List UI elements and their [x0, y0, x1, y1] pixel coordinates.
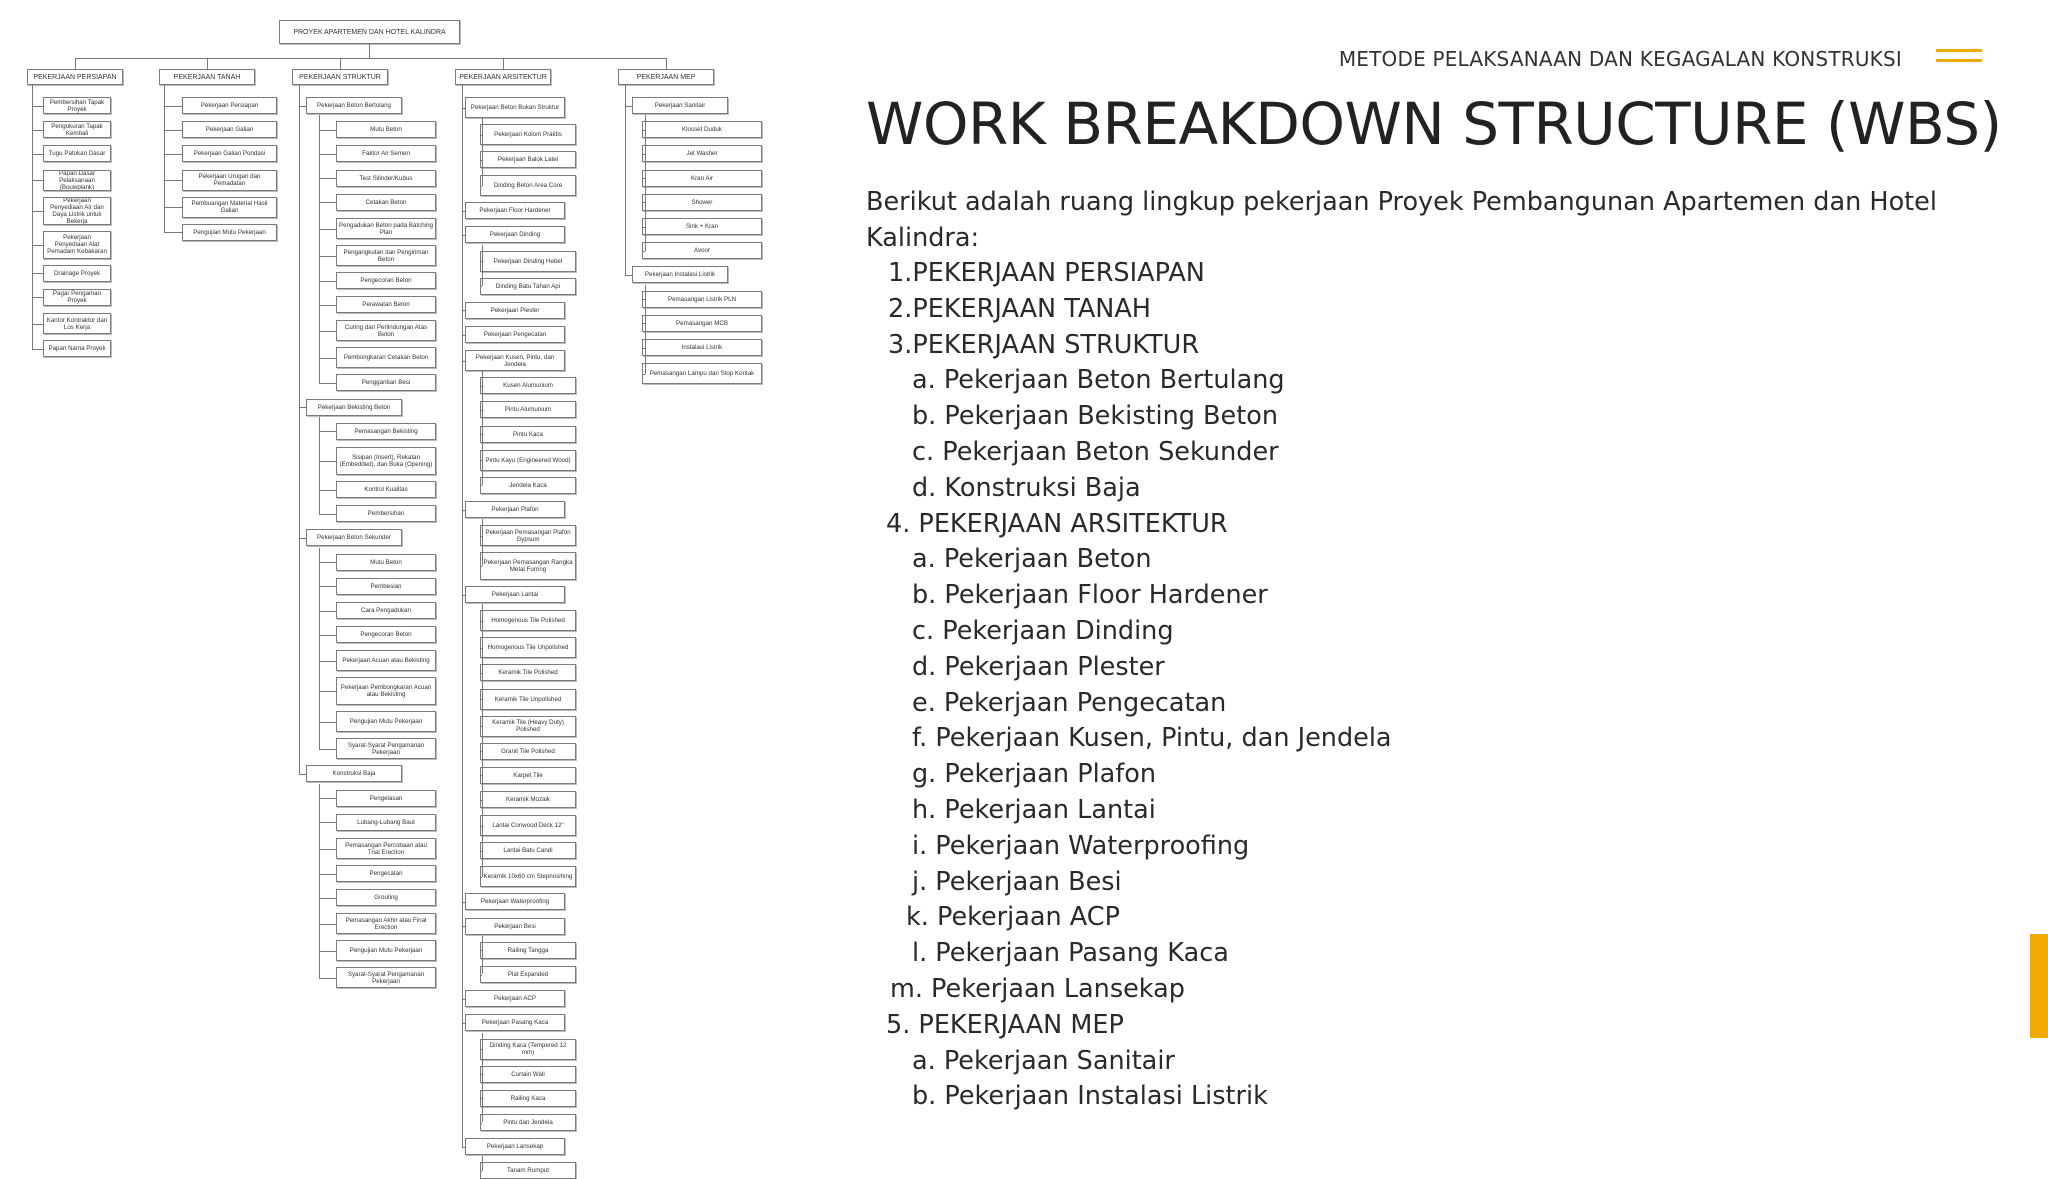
connector-line	[319, 202, 336, 203]
wbs-item-box: Pemasangan Lampu dan Stop Kontak	[642, 363, 762, 384]
connector-line	[625, 275, 632, 276]
connector-line	[482, 1033, 483, 1123]
wbs-item-box: Lantai Conwood Deck 12"	[480, 815, 576, 836]
connector-line	[480, 1123, 482, 1124]
scope-item: 2.PEKERJAAN TANAH	[888, 293, 1151, 324]
connector-line	[164, 106, 182, 107]
wbs-item-box: Syarat-Syarat Pengamanan Pekerjaan	[336, 967, 436, 988]
connector-line	[299, 106, 306, 107]
connector-line	[482, 519, 483, 566]
connector-line	[319, 115, 320, 383]
wbs-item-box: Grouting	[336, 889, 436, 906]
connector-line	[164, 180, 182, 181]
connector-line	[319, 431, 336, 432]
scope-subitem: a. Pekerjaan Sanitair	[912, 1045, 1175, 1076]
wbs-item-box: Cara Pengadukan	[336, 602, 436, 619]
connector-line	[319, 798, 336, 799]
connector-line	[319, 562, 336, 563]
connector-line	[625, 85, 626, 275]
wbs-item-box: Keramik 10x60 cm Stepnosihing	[480, 866, 576, 887]
wbs-item-box: Homogenous Tile Unpolished	[480, 637, 576, 658]
scope-item: 4. PEKERJAAN ARSITEKTUR	[886, 508, 1228, 539]
connector-line	[482, 371, 483, 485]
connector-line	[319, 461, 336, 462]
wbs-group-box: Pekerjaan ACP	[465, 990, 565, 1007]
wbs-item-box: Dinding Beton Area Core	[480, 175, 576, 196]
scope-subitem: c. Pekerjaan Dinding	[912, 615, 1174, 646]
connector-line	[32, 297, 43, 298]
scope-item: 3.PEKERJAAN STRUKTUR	[888, 329, 1200, 360]
connector-line	[482, 604, 483, 877]
wbs-item-box: Tugu Patokan Dasar	[43, 145, 111, 162]
wbs-item-box: Sink + Kran	[642, 218, 762, 235]
connector-line	[480, 286, 482, 287]
connector-line	[319, 256, 336, 257]
wbs-item-box: Pemasangan Percobaan atau Trial Erection	[336, 838, 436, 859]
connector-line	[32, 324, 43, 325]
connector-line	[32, 130, 43, 131]
scope-subitem: m. Pekerjaan Lansekap	[890, 973, 1185, 1004]
connector-line	[319, 749, 336, 750]
scope-subitem: b. Pekerjaan Bekisting Beton	[912, 401, 1278, 432]
wbs-item-box: Avoor	[642, 242, 762, 259]
connector-line	[319, 784, 320, 978]
connector-line	[164, 207, 182, 208]
wbs-item-box: Pagar Pengaman Proyek	[43, 289, 111, 306]
connector-line	[319, 951, 336, 952]
connector-line	[164, 232, 182, 233]
connector-line	[32, 106, 43, 107]
wbs-group-box: Pekerjaan Besi	[465, 918, 565, 935]
connector-line	[482, 936, 483, 975]
connector-line	[480, 186, 482, 187]
wbs-item-box: Penggantian Besi	[336, 374, 436, 391]
connector-line	[164, 85, 165, 232]
wbs-item-box: Papan Nama Proyek	[43, 340, 111, 357]
wbs-item-box: Jet Washer	[642, 145, 762, 162]
wbs-item-box: Kantor Kontraktor dan Los Kerja	[43, 313, 111, 334]
wbs-item-box: Pemasangan Bekisting	[336, 423, 436, 440]
connector-line	[340, 58, 341, 69]
scope-subitem: l. Pekerjaan Pasang Kaca	[912, 938, 1229, 969]
wbs-item-box: Pekerjaan Pembongkaran Acuan atau Bekisting	[336, 677, 436, 705]
connector-line	[164, 130, 182, 131]
connector-line	[319, 514, 336, 515]
wbs-item-box: Tanam Rumput	[480, 1162, 576, 1179]
connector-line	[299, 774, 306, 775]
connector-line	[319, 722, 336, 723]
connector-line	[480, 877, 482, 878]
connector-line	[482, 118, 483, 186]
connector-line	[369, 44, 370, 58]
connector-line	[625, 106, 632, 107]
connector-line	[32, 245, 43, 246]
wbs-item-box: Pengangkutan dan Pengiriman Beton	[336, 245, 436, 266]
wbs-item-box: Curing dan Perlindungan Atas Beton	[336, 320, 436, 341]
wbs-item-box: Keramik Tile Unpolished	[480, 689, 576, 710]
intro-text: Berikut adalah ruang lingkup pekerjaan Proyek Pembangunan Apartemen dan Hotel Kalindra:	[866, 187, 1937, 253]
connector-line	[299, 85, 300, 774]
scope-subitem: b. Pekerjaan Instalasi Listrik	[912, 1081, 1268, 1112]
wbs-item-box: Pembersihan	[336, 505, 436, 522]
wbs-item-box: Kran Air	[642, 170, 762, 187]
connector-line	[32, 85, 33, 349]
wbs-group-box: Pekerjaan Dinding	[465, 226, 565, 243]
wbs-item-box: Plat Expanded	[480, 966, 576, 983]
wbs-column-header: PEKERJAAN TANAH	[159, 69, 255, 85]
scope-subitem: d. Pekerjaan Plester	[912, 651, 1165, 682]
scope-subitem: h. Pekerjaan Lantai	[912, 794, 1156, 825]
connector-line	[75, 58, 76, 69]
connector-line	[299, 407, 306, 408]
wbs-item-box: Pintu Kayu (Engineered Wood)	[480, 450, 576, 471]
wbs-root-box: PROYEK APARTEMEN DAN HOTEL KALINDRA	[279, 20, 460, 44]
connector-line	[319, 281, 336, 282]
scope-subitem: b. Pekerjaan Floor Hardener	[912, 580, 1268, 611]
wbs-item-box: Keramik Tile Polished	[480, 664, 576, 681]
wbs-column-header: PEKERJAAN STRUKTUR	[292, 69, 388, 85]
wbs-item-box: Pembesian	[336, 578, 436, 595]
wbs-item-box: Granit Tile Polished	[480, 743, 576, 760]
wbs-item-box: Pengadukan Beton pada Batching Plan	[336, 218, 436, 239]
wbs-group-box: Pekerjaan Plester	[465, 302, 565, 319]
connector-line	[319, 924, 336, 925]
wbs-group-box: Pekerjaan Bekisting Beton	[306, 399, 402, 416]
connector-line	[482, 245, 483, 287]
scope-subitem: k. Pekerjaan ACP	[906, 902, 1120, 933]
connector-line	[666, 58, 667, 69]
connector-line	[319, 383, 336, 384]
wbs-item-box: Pekerjaan Kolom Praktis	[480, 124, 576, 145]
wbs-item-box: Dinding Batu Tahan Api	[480, 278, 576, 295]
wbs-group-box: Pekerjaan Beton Bukan Struktur	[465, 97, 565, 118]
connector-line	[319, 822, 336, 823]
wbs-diagram	[0, 0, 800, 1175]
wbs-item-box: Pekerjaan Urugan dan Pemadatan	[182, 170, 277, 191]
connector-line	[319, 611, 336, 612]
wbs-group-box: Konstruksi Baja	[306, 765, 402, 782]
connector-line	[480, 566, 482, 567]
wbs-item-box: Kusen Alumunium	[480, 377, 576, 394]
wbs-item-box: Pengecoran Beton	[336, 272, 436, 289]
wbs-group-box: Pekerjaan Instalasi Listrik	[632, 266, 728, 283]
connector-line	[164, 154, 182, 155]
connector-line	[319, 178, 336, 179]
wbs-item-box: Pekerjaan Dinding Hebel	[480, 251, 576, 272]
connector-line	[480, 975, 482, 976]
connector-line	[319, 331, 336, 332]
wbs-item-box: Mutu Beton	[336, 554, 436, 571]
connector-line	[319, 548, 320, 749]
wbs-item-box: Pengelasan	[336, 790, 436, 807]
wbs-group-box: Pekerjaan Kusen, Pintu, dan Jendela	[465, 350, 565, 371]
wbs-item-box: Pemasangan MCB	[642, 315, 762, 332]
wbs-item-box: Pembersihan Tapak Proyek	[43, 97, 111, 114]
connector-line	[462, 1147, 465, 1148]
connector-line	[319, 978, 336, 979]
wbs-column-header: PEKERJAAN MEP	[618, 69, 714, 85]
connector-line	[319, 417, 320, 514]
connector-line	[480, 1171, 482, 1172]
slide-header: METODE PELAKSANAAN DAN KEGAGALAN KONSTRUKSI	[1338, 47, 1902, 71]
connector-line	[207, 58, 208, 69]
wbs-item-box: Pekerjaan Galian	[182, 121, 277, 138]
connector-line	[462, 85, 463, 1147]
connector-line	[319, 154, 336, 155]
wbs-group-box: Pekerjaan Pengecatan	[465, 326, 565, 343]
wbs-item-box: Papan Dasar Pelaksanaan (Bouwplank)	[43, 170, 111, 191]
connector-line	[319, 874, 336, 875]
connector-line	[319, 130, 336, 131]
wbs-column-header: PEKERJAAN PERSIAPAN	[27, 69, 123, 85]
wbs-item-box: Kontrol Kualitas	[336, 481, 436, 498]
hamburger-menu-icon[interactable]	[1936, 49, 1982, 65]
wbs-item-box: Lantai Batu Candi	[480, 842, 576, 859]
wbs-item-box: Pekerjaan Penyediaan Alat Pemadam Kebakaran	[43, 231, 111, 259]
wbs-item-box: Syarat-Syarat Pengamanan Pekerjaan	[336, 738, 436, 759]
wbs-item-box: Pekerjaan Pemasangan Plafon Gypsum	[480, 525, 576, 546]
wbs-item-box: Pekerjaan Galian Pondasi	[182, 145, 277, 162]
wbs-item-box: Pengujian Mutu Pekerjaan	[182, 224, 277, 241]
wbs-item-box: Pekerjaan Persiapan	[182, 97, 277, 114]
wbs-item-box: Pemasangan Akhir atau Final Erection	[336, 913, 436, 934]
wbs-item-box: Railing Tangga	[480, 942, 576, 959]
connector-line	[299, 538, 306, 539]
connector-line	[319, 490, 336, 491]
wbs-item-box: Railing Kaca	[480, 1090, 576, 1107]
wbs-item-box: Homogenous Tile Polished	[480, 610, 576, 631]
wbs-item-box: Dinding Kaca (Tempered 12 mm)	[480, 1039, 576, 1060]
wbs-item-box: Jendela Kaca	[480, 477, 576, 494]
wbs-item-box: Pengujian Mutu Pekerjaan	[336, 940, 436, 961]
wbs-group-box: Pekerjaan Lantai	[465, 586, 565, 603]
connector-line	[319, 229, 336, 230]
wbs-item-box: Pekerjaan Penyediaan Air dan Daya Listrik untuk Bekerja	[43, 197, 111, 225]
wbs-item-box: Drainage Proyek	[43, 265, 111, 282]
wbs-item-box: Shower	[642, 194, 762, 211]
scope-list	[866, 256, 1986, 1115]
connector-line	[645, 115, 646, 251]
wbs-item-box: Pengecatan	[336, 865, 436, 882]
connector-line	[319, 691, 336, 692]
wbs-item-box: Pengecoran Beton	[336, 626, 436, 643]
wbs-group-box: Pekerjaan Beton Bertulang	[306, 97, 402, 114]
wbs-item-box: Pekerjaan Acuan atau Bekisting	[336, 650, 436, 671]
connector-line	[32, 349, 43, 350]
wbs-column-header: PEKERJAAN ARSITEKTUR	[455, 69, 551, 85]
wbs-item-box: Pengukuran Tapak Kembali	[43, 121, 111, 138]
scope-subitem: g. Pekerjaan Plafon	[912, 759, 1157, 790]
wbs-item-box: Pekerjaan Balok Latei	[480, 151, 576, 168]
slide-body	[866, 184, 1986, 1115]
wbs-item-box: Pengujian Mutu Pekerjaan	[336, 711, 436, 732]
wbs-group-box: Pekerjaan Pasang Kaca	[465, 1014, 565, 1031]
connector-line	[32, 154, 43, 155]
wbs-item-box: Pintu Alumunium	[480, 401, 576, 418]
wbs-item-box: Keramik Tile (Heavy Duty) Polished	[480, 716, 576, 737]
wbs-item-box: Keramik Mozaik	[480, 791, 576, 808]
wbs-item-box: Pekerjaan Pemasangan Rangka Metal Furring	[480, 552, 576, 580]
connector-line	[645, 285, 646, 374]
wbs-item-box: Test Silinder/Kubus	[336, 170, 436, 187]
wbs-item-box: Instalasi Listrik	[642, 339, 762, 356]
wbs-group-box: Pekerjaan Lansekap	[465, 1138, 565, 1155]
connector-line	[319, 849, 336, 850]
connector-line	[75, 58, 666, 59]
wbs-item-box: Curtain Wall	[480, 1066, 576, 1083]
scope-subitem: i. Pekerjaan Waterproofing	[912, 830, 1250, 861]
wbs-item-box: Perawatan Beton	[336, 296, 436, 313]
connector-line	[642, 251, 645, 252]
connector-line	[32, 211, 43, 212]
wbs-item-box: Pintu dan Jendela	[480, 1114, 576, 1131]
connector-line	[319, 661, 336, 662]
wbs-group-box: Pekerjaan Waterproofing	[465, 893, 565, 910]
scope-subitem: d. Konstruksi Baja	[912, 472, 1141, 503]
accent-bar	[2030, 934, 2048, 1038]
wbs-item-box: Lubang-Lubang Baut	[336, 814, 436, 831]
connector-line	[319, 358, 336, 359]
wbs-group-box: Pekerjaan Floor Hardener	[465, 202, 565, 219]
wbs-group-box: Pekerjaan Beton Sekunder	[306, 529, 402, 546]
wbs-item-box: Pembongkaran Cetakan Beton	[336, 347, 436, 368]
wbs-item-box: Sisipan (Insert), Rekatan (Embedded), dan Buka (Opening)	[336, 447, 436, 475]
wbs-item-box: Cetakan Beton	[336, 194, 436, 211]
wbs-item-box: Faktor Air Semen	[336, 145, 436, 162]
wbs-item-box: Pemasangan Listrik PLN	[642, 291, 762, 308]
connector-line	[480, 485, 482, 486]
scope-subitem: a. Pekerjaan Beton	[912, 544, 1152, 575]
wbs-group-box: Pekerjaan Sanitair	[632, 97, 728, 114]
wbs-item-box: Karpet Tile	[480, 767, 576, 784]
scope-item: 1.PEKERJAAN PERSIAPAN	[888, 258, 1205, 288]
wbs-item-box: Mutu Beton	[336, 121, 436, 138]
wbs-item-box: Klosset Duduk	[642, 121, 762, 138]
connector-line	[482, 1156, 483, 1171]
connector-line	[319, 898, 336, 899]
scope-subitem: e. Pekerjaan Pengecatan	[912, 687, 1227, 718]
connector-line	[32, 273, 43, 274]
connector-line	[503, 58, 504, 69]
scope-subitem: f. Pekerjaan Kusen, Pintu, dan Jendela	[912, 723, 1392, 754]
scope-item: 5. PEKERJAAN MEP	[886, 1009, 1124, 1040]
slide-title: WORK BREAKDOWN STRUCTURE (WBS)	[866, 90, 2002, 158]
wbs-item-box: Pembuangan Material Hasil Galian	[182, 197, 277, 218]
wbs-item-box: Pintu Kaca	[480, 426, 576, 443]
connector-line	[319, 305, 336, 306]
connector-line	[319, 635, 336, 636]
connector-line	[32, 180, 43, 181]
scope-subitem: c. Pekerjaan Beton Sekunder	[912, 436, 1279, 467]
scope-subitem: a. Pekerjaan Beton Bertulang	[912, 365, 1285, 396]
scope-subitem: j. Pekerjaan Besi	[912, 866, 1122, 897]
connector-line	[319, 586, 336, 587]
wbs-group-box: Pekerjaan Plafon	[465, 501, 565, 518]
connector-line	[642, 374, 645, 375]
